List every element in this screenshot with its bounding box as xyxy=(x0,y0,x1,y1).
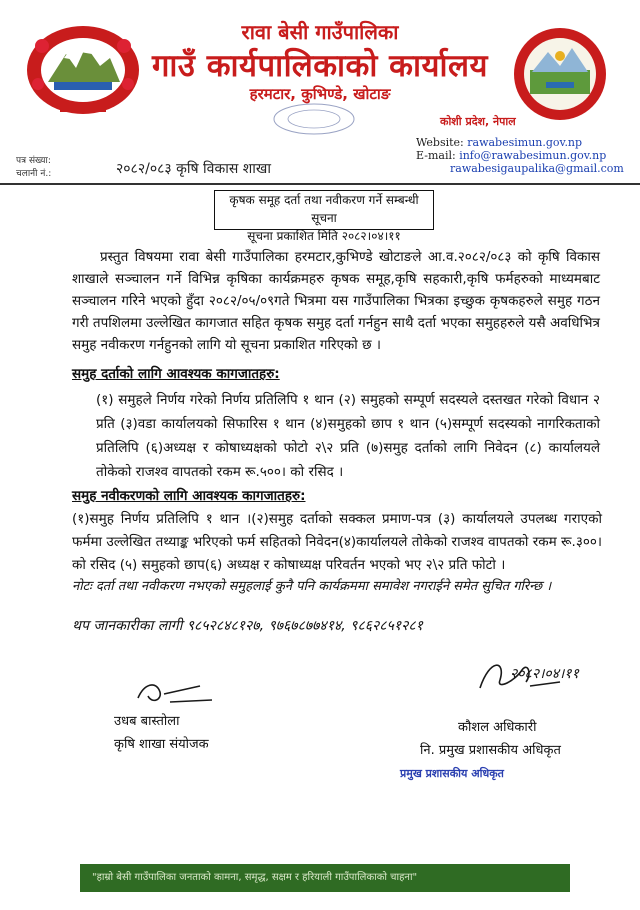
website-label: Website: xyxy=(416,136,464,149)
header-municipality-name: रावा बेसी गाउँपालिका xyxy=(241,20,399,44)
renewal-docs-heading: समुह नवीकरणको लागि आवश्यक कागजातहरु: xyxy=(72,488,306,504)
footer-banner: "हाम्रो बेसी गाउँपालिका जनताको कामना, समृद्ध, सक्षम र हरियाली गाउँपालिकाको चाहना" xyxy=(80,864,570,892)
signature-left-icon xyxy=(130,674,220,710)
contact-numbers: थप जानकारीका लागी ९८५२८४८१२७, ९७६७८७७४१४, ९८६२८५१२८१ xyxy=(72,618,423,634)
website-link[interactable]: rawabesimun.gov.np xyxy=(467,136,583,149)
province-label: कोशी प्रदेश, नेपाल xyxy=(440,115,516,128)
contact-block xyxy=(416,136,624,175)
patra-sankhya-label: पत्र संख्या: xyxy=(16,156,51,166)
renewal-docs-list: (१)समुह निर्णय प्रतिलिपि १ थान ।(२)समुह दर्ताको सक्कल प्रमाण-पत्र (३) कार्यालयले उपलब्ध गराएको फर्ममा उल्लेखित तथ्याङ्क भरिएको फर्म सहितको निवेदन(४)कार्यालयले तोकेको राजश्व वापतको रकम रू.३००। को रसिद (५) समुहको छाप(६) अध्यक्ष र कोषाध्यक्ष परिवर्तन भएको भए २\२ प्रति फोटो । xyxy=(72,511,602,573)
email-label: E-mail: xyxy=(416,149,456,162)
email-link-1[interactable]: info@rawabesimun.gov.np xyxy=(459,149,607,162)
notice-title-box xyxy=(214,190,434,243)
left-signatory-title: कृषि शाखा संयोजक xyxy=(114,737,209,752)
header-divider xyxy=(0,183,640,185)
reference-value: २०८२/०८३ कृषि विकास शाखा xyxy=(116,161,271,177)
left-signatory-name: उधब बास्तोला xyxy=(114,714,180,729)
right-signatory-title: नि. प्रमुख प्रशासकीय अधिकृत xyxy=(420,743,561,758)
registration-docs-list: (१) समुहले निर्णय गरेको निर्णय प्रतिलिपि १ थान (२) समुहको सम्पूर्ण सदस्यले दस्तखत गरेको विधान २ प्रति (३)वडा कार्यालयको सिफारिस १ थान (४)समुहको छाप १ थान (५)सम्पूर्ण सदस्यको नागरिकताको प्रतिलिपि (६)अध्यक्ष र कोषाध्यक्षको फोटो २\२ प्रति (७)समुह दर्ताको लागि निवेदन (८) कार्यालयले तोकेको राजश्व वापतको रकम रू.५००। को रसिद । xyxy=(96,392,600,480)
header-address: हरमटार, कुभिण्डे, खोटाङ xyxy=(249,85,391,103)
right-signature-date: २०८२।०४।११ xyxy=(510,666,579,682)
right-signatory-name: कौशल अधिकारी xyxy=(458,720,537,735)
notice-title: कृषक समूह दर्ता तथा नवीकरण गर्ने सम्बन्धी सूचना xyxy=(229,193,419,225)
note-text: नोटः दर्ता तथा नवीकरण नभएको समुहलाई कुनै पनि कार्यक्रममा समावेश नगराईने समेत सुचित गरिन्छ । xyxy=(72,579,552,594)
notice-date: सूचना प्रकाशित मिति २०८२।०४।११ xyxy=(247,229,401,243)
intro-paragraph: प्रस्तुत विषयमा रावा बेसी गाउँपालिका हरमटार,कुभिण्डे खोटाङले आ.व.२०८२/०८३ को कृषि विकास शाखाले सञ्चालन गर्ने विभिन्न कृषिका कार्यक्रमहरु कृषक समूह,कृषि सहकारी,कृषि फर्महरुको माध्यमबाट सञ्चालन गरिने भएको हुँदा २०८२/०५/०९गते भित्रमा यस गाउँपालिका भित्रका इच्छुक कृषकहरुले समुह गठन गरी तपशिलमा उल्लेखित कागजात सहित कृषक समुह दर्ता गर्नहुन साथै दर्ता भएका समुहहरुले यसै अवधिभित्र समुह नवीकरण गर्नहुनको लागि यो सूचना प्रकाशित गरिएको छ । xyxy=(72,249,600,353)
header-office-title: गाउँ कार्यपालिकाको कार्यालय xyxy=(151,48,489,84)
reference-labels xyxy=(16,155,51,181)
registration-docs-heading: समुह दर्ताको लागि आवश्यक कागजातहरु: xyxy=(72,366,280,382)
chalani-number-label: चलानी नं.: xyxy=(16,169,52,179)
official-stamp-text: प्रमुख प्रशासकीय अधिकृत xyxy=(400,767,504,780)
office-stamp-icon xyxy=(270,102,358,136)
email-link-2[interactable]: rawabesigaupalika@gmail.com xyxy=(450,162,624,175)
